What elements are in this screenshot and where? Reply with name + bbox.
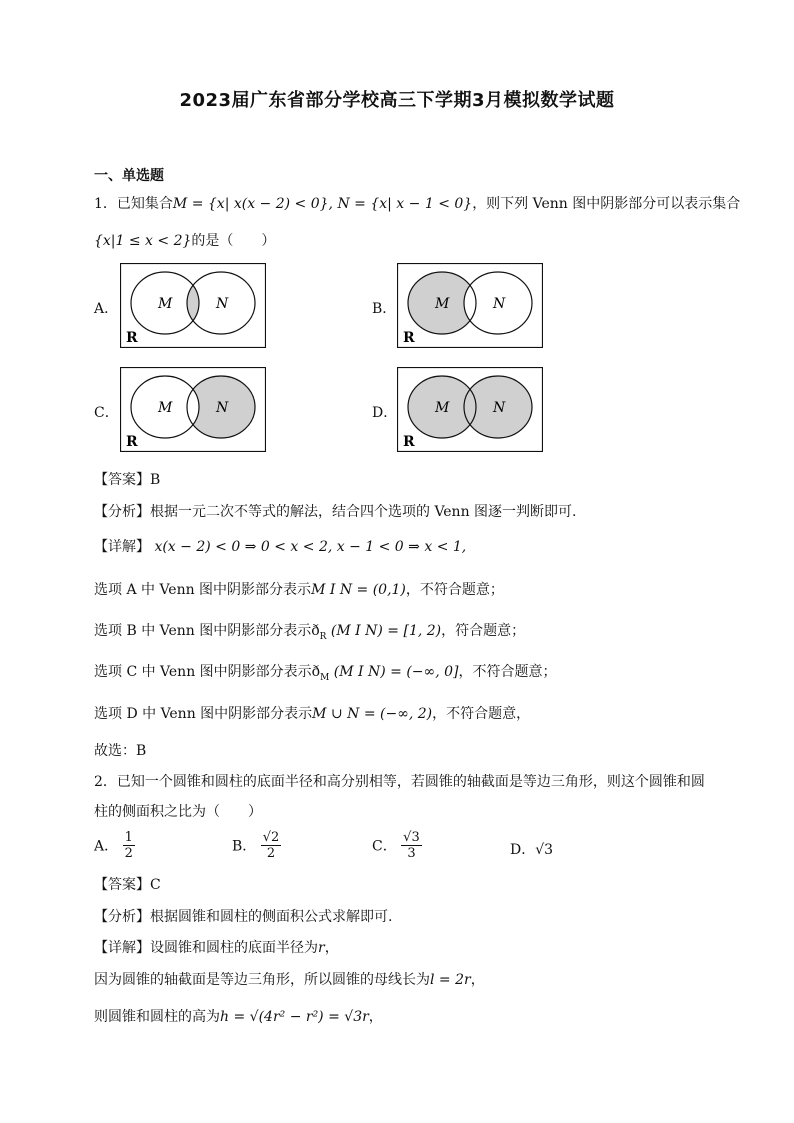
q2-option-c-label: C．: [372, 838, 397, 855]
q2-option-d-label: D．: [510, 842, 536, 858]
q1-stem-line2: [94, 230, 275, 250]
q1-line-d-math: M ∪ N = (−∞, 2): [312, 706, 433, 722]
q2-option-c-num: √3: [403, 830, 420, 845]
q1-line-d: [94, 703, 530, 723]
page-title: 2023届广东省部分学校高三下学期3月模拟数学试题: [179, 90, 615, 111]
q1-line-c-math: (M I N) = (−∞, 0]: [333, 664, 459, 680]
q1-conclusion: 故选：B: [94, 743, 147, 759]
q2-option-a-den: 2: [124, 846, 133, 861]
venn-diagram-c: [120, 367, 266, 452]
q1-line-a-math: M I N = (0,1): [311, 582, 406, 598]
q2-detail-tag: 【详解】: [94, 940, 150, 956]
q2-detail-1: [94, 937, 339, 957]
q1-line-d-pre: 选项 D 中 Venn 图中阴影部分表示: [94, 706, 313, 722]
venn-c-label-r: R: [126, 434, 138, 450]
section-heading: 一、单选题: [94, 168, 164, 184]
q2-option-a: [94, 830, 135, 861]
q1-answer-tag: 【答案】: [94, 472, 150, 488]
q2-answer-value: C: [150, 877, 161, 893]
q1-detail: [94, 536, 466, 556]
venn-c-label-m: M: [158, 400, 173, 416]
q1-line-b-post: ，符合题意；: [441, 623, 526, 639]
q1-line-a-post: ，不符合题意；: [405, 582, 504, 598]
q1-option-b-label: B．: [372, 301, 397, 317]
venn-b-label-m: M: [435, 296, 450, 312]
q2-option-b-num: √2: [262, 830, 280, 845]
q1-line-a: [94, 579, 504, 599]
q2-analysis-tag: 【分析】: [94, 909, 150, 925]
q2-option-c: [372, 830, 422, 861]
q1-line-b-math: (M I N) = [1, 2): [330, 623, 442, 639]
q2-option-d: [510, 839, 553, 859]
q2-option-a-label: A．: [94, 838, 119, 855]
q2-detail-1-text: 设圆锥和圆柱的底面半径为: [150, 940, 318, 956]
q2-detail-3-text: 则圆锥和圆柱的高为: [94, 1009, 220, 1025]
q1-line-a-pre: 选项 A 中 Venn 图中阴影部分表示: [94, 582, 312, 598]
q2-detail-3-end: ，: [368, 1009, 383, 1025]
venn-a-label-n: N: [216, 296, 229, 312]
q1-stem-text-a: 1．已知集合: [94, 196, 173, 212]
q1-analysis-tag: 【分析】: [94, 504, 150, 520]
q2-detail-2-text: 因为圆锥的轴截面是等边三角形，所以圆锥的母线长为: [94, 972, 430, 988]
q2-option-c-den: 3: [407, 846, 416, 861]
q2-answer: [94, 874, 161, 894]
q1-line-b-pre: 选项 B 中 Venn 图中阴影部分表示: [94, 623, 312, 639]
q1-line-c-pre: 选项 C 中 Venn 图中阴影部分表示: [94, 664, 312, 680]
q2-option-b-label: B．: [232, 838, 257, 855]
q1-detail-tag: 【详解】: [94, 539, 150, 555]
q1-stem-set: {x|1 ≤ x < 2}: [94, 233, 192, 249]
q1-option-d-label: D．: [372, 405, 398, 421]
q1-option-a-label: A．: [94, 301, 119, 317]
venn-a-label-m: M: [158, 296, 173, 312]
q2-stem-line1: 2．已知一个圆锥和圆柱的底面半径和高分别相等，若圆锥的轴截面是等边三角形，则这个圆锥和圆: [94, 774, 705, 790]
q1-option-c-label: C．: [94, 405, 119, 421]
venn-d-label-n: N: [493, 400, 506, 416]
q1-line-d-post: ，不符合题意，: [432, 706, 531, 722]
q2-option-a-num: 1: [124, 830, 133, 845]
q2-detail-2-end: ，: [470, 972, 485, 988]
venn-c-label-n: N: [216, 400, 229, 416]
q2-option-c-fraction: [401, 830, 422, 861]
q2-detail-1-var: r: [318, 940, 325, 956]
q2-analysis: [94, 906, 392, 926]
q2-option-a-fraction: [123, 830, 135, 861]
q2-option-b-den: 2: [266, 846, 276, 861]
q1-stem-math: M = {x| x(x − 2) < 0}, N = {x| x − 1 < 0}: [172, 196, 473, 212]
q1-stem-text-c: 的是（ ）: [191, 233, 276, 249]
q1-line-b-complement: ð: [311, 623, 320, 639]
q2-detail-3: [94, 1006, 383, 1026]
q1-answer: [94, 469, 160, 489]
q1-line-c-post: ，不符合题意；: [458, 664, 557, 680]
q2-option-d-value: √3: [535, 842, 554, 858]
q2-option-b: [232, 830, 281, 861]
venn-diagram-d: [397, 367, 543, 452]
q2-detail-3-math: h = √(4r² − r²) = √3r: [220, 1009, 369, 1025]
q1-line-c-complement: ð: [311, 664, 321, 680]
q1-stem-line1: [94, 193, 740, 213]
q1-analysis: [94, 501, 577, 521]
venn-d-label-r: R: [403, 434, 415, 450]
q2-detail-2: [94, 969, 485, 989]
venn-diagram-b: [397, 263, 543, 348]
q1-detail-math: x(x − 2) < 0 ⇒ 0 < x < 2, x − 1 < 0 ⇒ x < 1,: [154, 539, 467, 555]
q2-detail-2-math: l = 2r: [430, 972, 471, 988]
q1-line-c: 选项 C 中 Venn 图中阴影部分表示$ð_M$ (M I N) = (−∞, 0]，不符合题意；: [94, 664, 557, 683]
q1-analysis-text: 根据一元二次不等式的解法，结合四个选项的 Venn 图逐一判断即可.: [150, 504, 577, 520]
q2-answer-tag: 【答案】: [94, 877, 150, 893]
q2-analysis-text: 根据圆锥和圆柱的侧面积公式求解即可.: [150, 909, 393, 925]
q1-answer-value: B: [150, 472, 161, 488]
q1-line-b: 选项 B 中 Venn 图中阴影部分表示$ð_R$ (M I N) = [1, 2)，符合题意；: [94, 623, 526, 642]
venn-d-label-m: M: [435, 400, 450, 416]
q2-option-b-fraction: [261, 830, 282, 861]
venn-b-label-r: R: [403, 330, 415, 346]
q1-stem-text-b: ，则下列 Venn 图中阴影部分可以表示集合: [472, 196, 741, 212]
q2-detail-1-end: ，: [324, 940, 339, 956]
venn-diagram-a: [120, 263, 266, 348]
q2-stem-line2: 柱的侧面积之比为（ ）: [94, 804, 262, 820]
venn-b-label-n: N: [493, 296, 506, 312]
venn-a-label-r: R: [126, 330, 138, 346]
